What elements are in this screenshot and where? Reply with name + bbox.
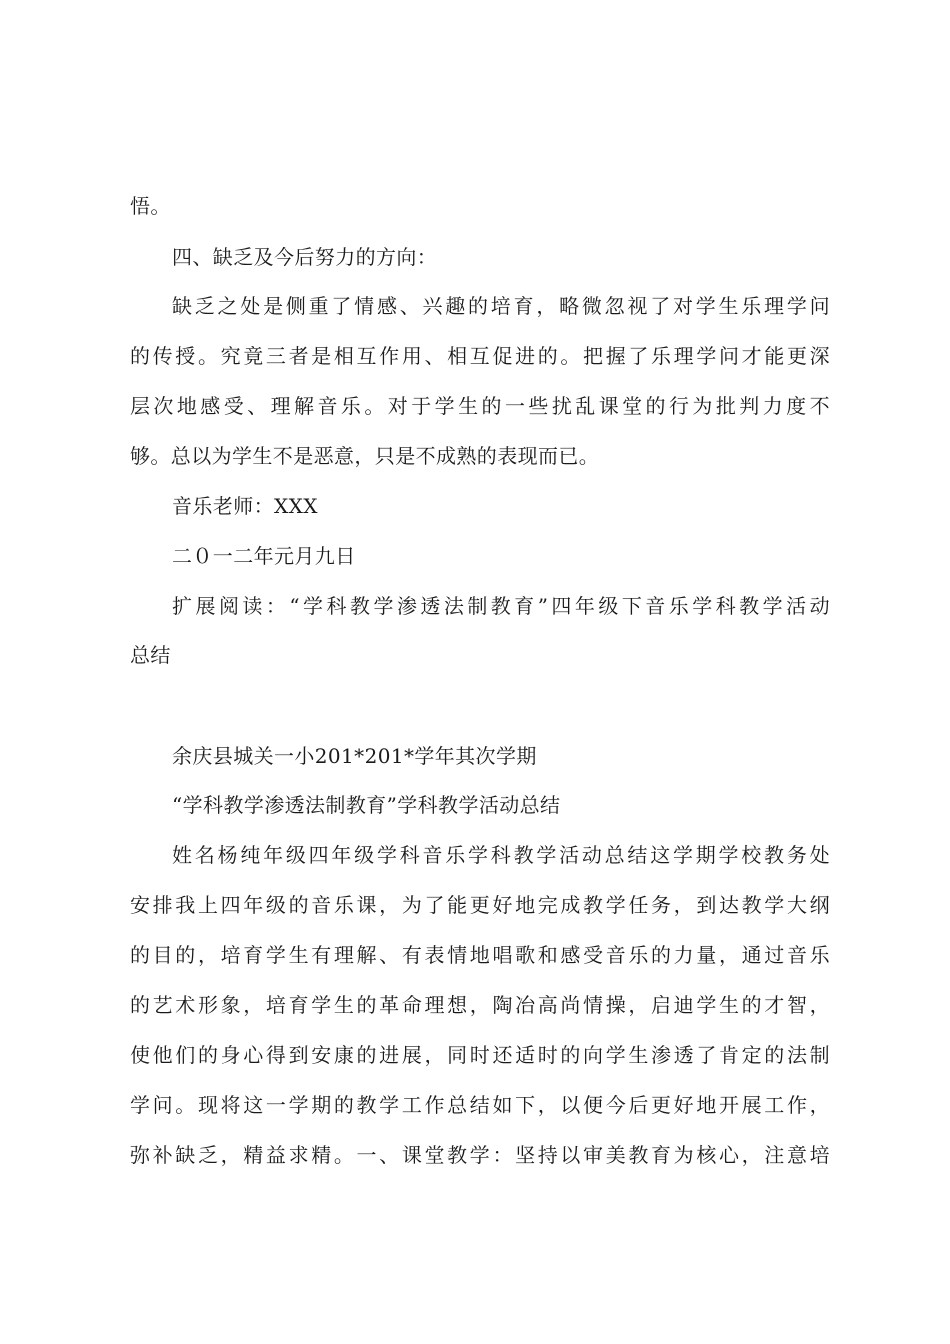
- paragraph-line: 层次地感受、理解音乐。对于学生的一些扰乱课堂的行为批判力度不: [130, 394, 830, 418]
- summary-title: “学科教学渗透法制教育”学科教学活动总结: [172, 793, 561, 817]
- paragraph-line: 姓名杨纯年级四年级学科音乐学科教学活动总结这学期学校教务处: [172, 843, 830, 867]
- school-term-line: 余庆县城关一小201*201*学年其次学期: [172, 744, 537, 768]
- section-heading: 四、缺乏及今后努力的方向：: [172, 245, 438, 269]
- paragraph-line: 悟。: [130, 194, 171, 218]
- extended-reading-title-cont: 总结: [130, 643, 171, 667]
- paragraph-line: 的目的，培育学生有理解、有表情地唱歌和感受音乐的力量，通过音乐: [130, 943, 830, 967]
- extended-reading-title: 扩展阅读：“学科教学渗透法制教育”四年级下音乐学科教学活动: [172, 594, 830, 618]
- paragraph-line: 的艺术形象，培育学生的革命理想，陶冶高尚情操，启迪学生的才智，: [130, 993, 830, 1017]
- date-line: 二０一二年元月九日: [172, 544, 356, 568]
- signature-line: 音乐老师：XXX: [172, 494, 318, 518]
- paragraph-line: 的传授。究竟三者是相互作用、相互促进的。把握了乐理学问才能更深: [130, 344, 830, 368]
- paragraph-line: 安排我上四年级的音乐课，为了能更好地完成教学任务，到达教学大纲: [130, 893, 830, 917]
- paragraph-line: 学问。现将这一学期的教学工作总结如下，以便今后更好地开展工作，: [130, 1093, 830, 1117]
- paragraph-line: 使他们的身心得到安康的进展，同时还适时的向学生渗透了肯定的法制: [130, 1043, 830, 1067]
- paragraph-line: 缺乏之处是侧重了情感、兴趣的培育，略微忽视了对学生乐理学问: [172, 294, 830, 318]
- paragraph-line: 弥补缺乏，精益求精。一、课堂教学：坚持以审美教育为核心，注意培: [130, 1143, 830, 1167]
- paragraph-line: 够。总以为学生不是恶意，只是不成熟的表现而已。: [130, 444, 600, 468]
